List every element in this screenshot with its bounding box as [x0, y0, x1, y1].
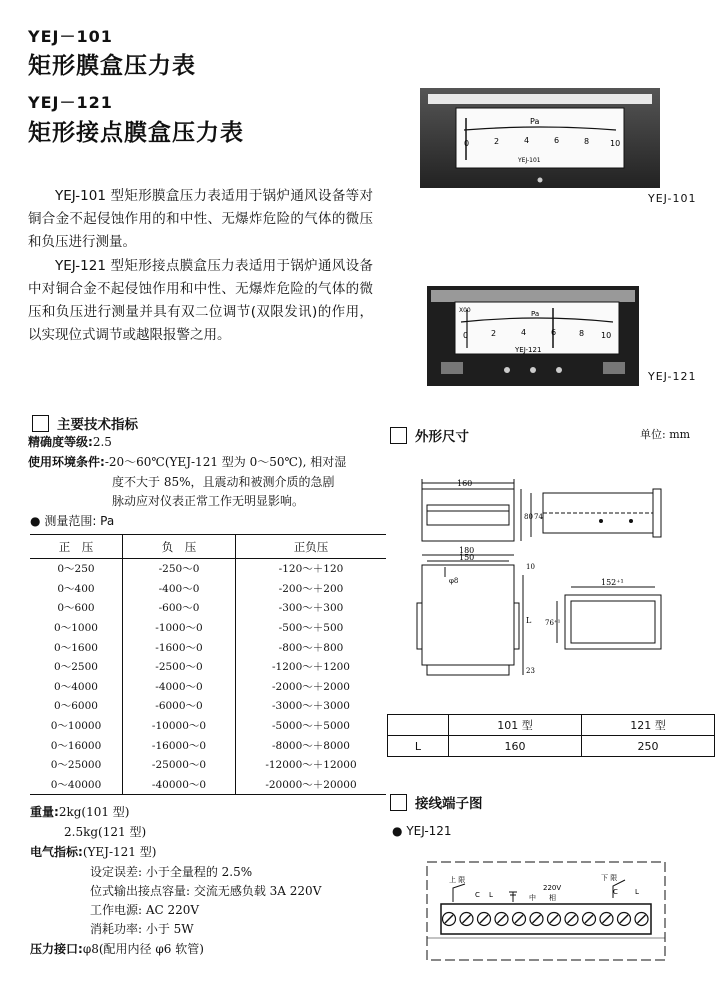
gauge-photo-101	[420, 88, 660, 198]
tick-label: 6	[554, 136, 560, 145]
range-table-row	[30, 735, 386, 755]
range-table-row	[30, 618, 386, 638]
cell-positive: 0～600	[30, 598, 123, 618]
length-table-row	[388, 736, 715, 757]
dial-unit: Pa	[530, 117, 540, 126]
dial-brand: YEJ-121	[515, 346, 542, 354]
title-101: 矩形膜盒压力表	[28, 53, 196, 79]
dim-label-L: L	[526, 616, 532, 625]
dim-label-150: 150	[459, 553, 475, 562]
range-label-text: 测量范围: Pa	[44, 514, 115, 528]
tick-label: 2	[494, 137, 500, 146]
tick-label: 4	[524, 136, 530, 145]
zero-adjust-screw	[538, 178, 543, 183]
specs-heading-text: 主要技术指标	[57, 417, 138, 433]
range-table-header	[30, 535, 386, 559]
cell-positive: 0～1000	[30, 618, 123, 638]
dimensions-unit: 单位: mm	[640, 428, 691, 441]
tick-label: 0	[464, 139, 470, 148]
lower-limit-label: 下 限	[601, 874, 618, 882]
dim-label-23: 23	[526, 667, 535, 675]
upper-limit-label: 上 限	[449, 876, 466, 884]
cell-compound: -800～＋800	[278, 641, 344, 654]
checkbox-square-icon	[32, 415, 49, 432]
adjust-knob	[556, 367, 562, 373]
cell-negative: -10000～0	[123, 716, 236, 736]
terminal-label-l-lower: L	[635, 888, 639, 896]
electrical-line	[30, 842, 156, 862]
dimensions-heading-text: 外形尺寸	[415, 429, 469, 445]
accuracy-value: 2.5	[92, 435, 112, 449]
dim-label-160: 160	[457, 479, 473, 488]
model-number-121: YEJ－121	[28, 93, 113, 112]
length-table-header	[388, 715, 715, 736]
cell-negative: -250～0	[123, 559, 236, 579]
dim-label-180: 180	[459, 546, 475, 555]
range-table-row	[30, 677, 386, 697]
environment-line	[28, 452, 346, 472]
tick-label: 2	[491, 329, 497, 338]
weight-value-101: 2kg(101 型)	[58, 805, 130, 819]
voltage-label: 220V	[543, 884, 562, 892]
panel-cutout	[565, 595, 661, 649]
accuracy-line	[28, 432, 112, 452]
side-view-flange	[653, 489, 661, 537]
electrical-label: 电气指标:	[30, 845, 83, 859]
electrical-power-consumption: 消耗功率: 小于 5W	[90, 922, 194, 936]
bullet-icon: ●	[392, 824, 403, 838]
cell-negative: -16000～0	[123, 735, 236, 755]
wiring-heading-text: 接线端子图	[415, 796, 483, 812]
cell-compound: -20000～＋20000	[236, 775, 387, 795]
pressure-port-line	[30, 939, 204, 959]
model-number-101: YEJ－101	[28, 27, 113, 46]
cell-negative: -400～0	[123, 579, 236, 599]
adjust-knob	[530, 367, 536, 373]
cell-negative: -1000～0	[123, 618, 236, 638]
cell-negative: -6000～0	[123, 696, 236, 716]
cell-positive: 0～2500	[30, 657, 123, 677]
gauge-top-bevel	[428, 94, 652, 104]
range-table-row	[30, 696, 386, 716]
gauge-top-bevel	[431, 290, 635, 302]
electrical-power-supply: 工作电源: AC 220V	[90, 903, 200, 917]
cell-positive: 0～400	[30, 579, 123, 599]
adjust-knob	[504, 367, 510, 373]
tick-label: 0	[463, 331, 469, 340]
tick-label: 6	[551, 328, 557, 337]
length-table-corner	[388, 715, 449, 736]
environment-line-2: 度不大于 85%，且震动和被测介质的急剧	[112, 475, 335, 489]
terminal-diagram	[425, 858, 670, 964]
cell-positive: 0～10000	[30, 716, 123, 736]
title-121: 矩形接点膜盒压力表	[28, 120, 244, 146]
pressure-port-label: 压力接口:	[30, 942, 83, 956]
dim-label-phi8: φ8	[449, 577, 459, 585]
front-view-window	[427, 505, 509, 525]
cell-positive: 0～250	[30, 559, 123, 579]
length-row-label: L	[388, 736, 449, 757]
top-view-outline	[422, 565, 514, 665]
dial-unit: Pa	[531, 310, 540, 318]
top-view-base	[427, 665, 509, 675]
terminal-label-c-upper: C	[475, 891, 480, 899]
weight-label: 重量:	[30, 805, 59, 819]
range-label	[30, 511, 114, 531]
dim-label-76: 76⁺¹	[545, 619, 561, 627]
cell-positive: 0～16000	[30, 735, 123, 755]
cell-compound: -1200～＋1200	[272, 661, 350, 674]
range-table-row	[30, 579, 386, 599]
cell-compound: -8000～＋8000	[272, 739, 350, 752]
pressure-port-value: φ8(配用内径 φ6 软管)	[82, 942, 204, 956]
dimensions-heading	[390, 425, 469, 445]
weight-line	[30, 802, 129, 822]
range-table-row	[30, 716, 386, 736]
range-table	[30, 534, 386, 795]
indicator-lamp-right	[603, 362, 625, 374]
length-value-101: 160	[449, 736, 582, 757]
panel-cutout-inner	[571, 601, 655, 643]
phase-label: 相	[549, 894, 556, 902]
indicator-lamp-left	[441, 362, 463, 374]
cell-negative: -1600～0	[123, 637, 236, 657]
checkbox-square-icon	[390, 794, 407, 811]
cell-compound: -200～＋200	[278, 582, 344, 595]
cell-compound: -300～＋300	[278, 602, 344, 615]
range-table-row	[30, 775, 386, 795]
tick-label: 8	[584, 137, 590, 146]
cell-compound: -5000～＋5000	[272, 720, 350, 733]
cell-compound: -120～＋120	[278, 563, 344, 576]
electrical-model: (YEJ-121 型)	[82, 845, 157, 859]
weight-value-121: 2.5kg(121 型)	[64, 825, 147, 839]
environment-line-3: 脉动应对仪表正常工作无明显影响。	[112, 494, 305, 508]
caption-121: YEJ-121	[648, 370, 697, 383]
top-view-bracket-left	[417, 603, 422, 649]
accuracy-label: 精确度等级:	[28, 435, 93, 449]
cell-positive: 0～25000	[30, 755, 123, 775]
dim-label-80: 80	[524, 513, 533, 521]
range-table-row	[30, 657, 386, 677]
length-col-121: 121 型	[582, 715, 715, 736]
range-table-row	[30, 755, 386, 775]
cell-positive: 0～4000	[30, 677, 123, 697]
wiring-model-text: YEJ-121	[406, 824, 452, 838]
neutral-label: 中	[529, 894, 536, 902]
cell-compound: -3000～＋3000	[272, 700, 350, 713]
cell-negative: -4000～0	[123, 677, 236, 697]
cell-positive: 0～1600	[30, 637, 123, 657]
length-value-121: 250	[582, 736, 715, 757]
cell-positive: 0～6000	[30, 696, 123, 716]
checkbox-square-icon	[390, 427, 407, 444]
tick-label: 4	[521, 328, 527, 337]
cell-negative: -40000～0	[123, 775, 236, 795]
tick-label: 10	[601, 331, 612, 340]
range-table-row	[30, 637, 386, 657]
dim-label-74: 74	[534, 513, 543, 521]
cell-negative: -25000～0	[123, 755, 236, 775]
electrical-contact-capacity: 位式输出接点容量: 交流无感负载 3A 220V	[90, 884, 322, 898]
col-header-compound: 正负压	[236, 535, 387, 559]
cell-negative: -600～0	[123, 598, 236, 618]
dial-brand: YEJ-101	[518, 157, 541, 164]
electrical-setting-error: 设定误差: 小于全量程的 2.5%	[90, 865, 253, 879]
length-col-101: 101 型	[449, 715, 582, 736]
range-table-row	[30, 559, 386, 579]
bullet-icon: ●	[30, 514, 41, 528]
cell-compound: -500～＋500	[278, 622, 344, 635]
dial-corner-label: X00	[459, 307, 471, 314]
tick-label: 8	[579, 329, 585, 338]
front-view-outline	[422, 489, 514, 541]
ground-symbol	[509, 892, 517, 902]
col-header-positive: 正 压	[30, 535, 123, 559]
cell-negative: -2500～0	[123, 657, 236, 677]
dim-label-10: 10	[526, 563, 535, 571]
tick-label: 10	[610, 139, 621, 148]
terminal-label-l-upper: L	[489, 891, 493, 899]
gauge-photo-121	[427, 286, 639, 386]
range-table-row	[30, 598, 386, 618]
col-header-negative: 负 压	[123, 535, 236, 559]
cell-compound: -12000～＋12000	[265, 759, 357, 772]
wiring-model	[392, 821, 452, 841]
specs-heading	[32, 413, 138, 433]
dim-label-152: 152⁺¹	[601, 578, 624, 587]
length-table	[387, 714, 715, 757]
environment-value: -20～60℃(YEJ-121 型为 0～50℃), 相对湿	[104, 455, 347, 469]
intro-paragraph-101: YEJ-101 型矩形膜盒压力表适用于锅炉通风设备等对铜合金不起侵蚀作用的和中性、无爆炸危险的气体的微压和负压进行测量。	[28, 188, 373, 250]
cell-compound: -2000～＋2000	[272, 680, 350, 693]
terminal-label-c-lower: C	[613, 888, 618, 896]
environment-label: 使用环境条件:	[28, 455, 105, 469]
wiring-heading	[390, 792, 483, 812]
top-view-bracket-right	[514, 603, 519, 649]
cell-positive: 0～40000	[30, 775, 123, 795]
caption-101: YEJ-101	[648, 192, 697, 205]
dimension-drawing	[405, 475, 680, 690]
upper-switch-contact	[453, 884, 465, 902]
intro-paragraph-121: YEJ-121 型矩形接点膜盒压力表适用于锅炉通风设备中对铜合金不起侵蚀作用和中性、无爆炸危险的气体的微压和负压进行测量并具有双二位调节(双限发讯)的作用，以实现位式调节或越限报警之用。	[28, 258, 373, 343]
